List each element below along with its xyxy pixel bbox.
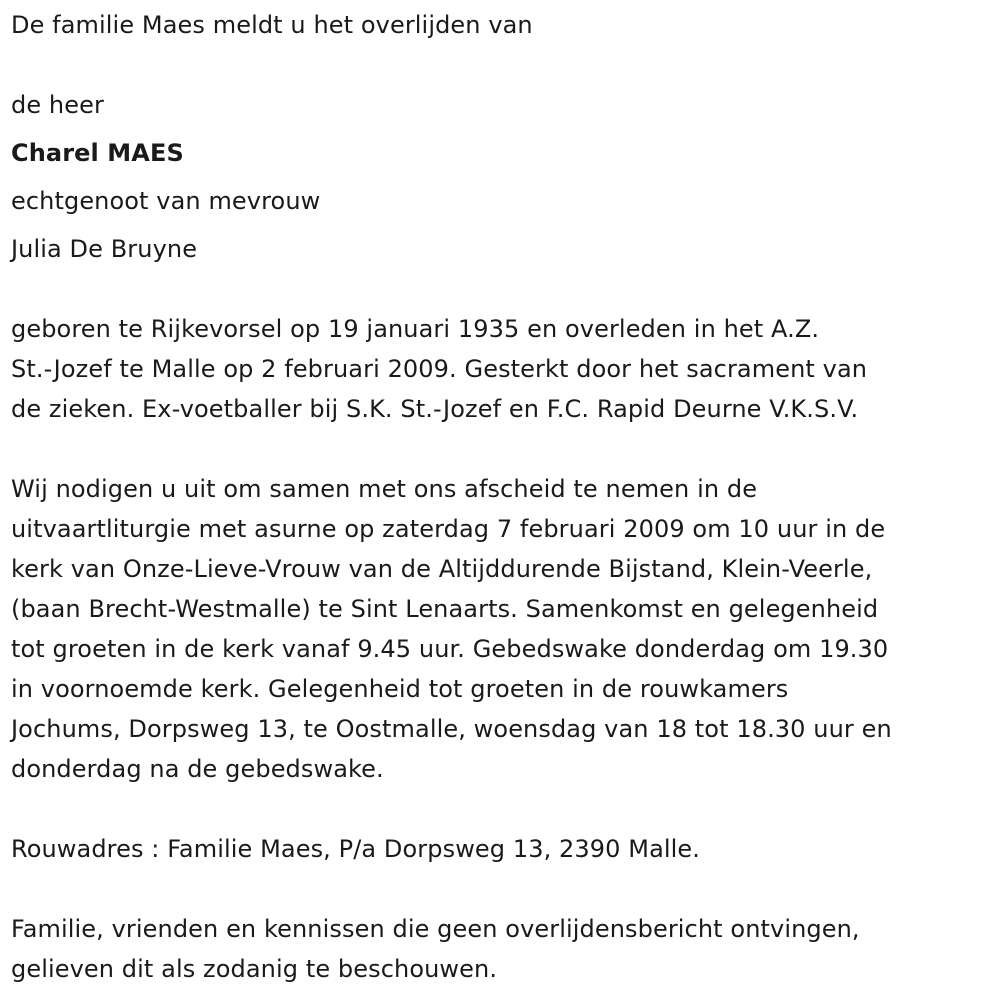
funeral-line: tot groeten in de kerk vanaf 9.45 uur. Gebedswake donderdag om 19.30 — [11, 635, 889, 663]
funeral-line: donderdag na de gebedswake. — [11, 755, 384, 783]
closing-line: gelieven dit als zodanig te beschouwen. — [11, 955, 498, 983]
funeral-line: in voornoemde kerk. Gelegenheid tot groeten in de rouwkamers — [11, 675, 789, 703]
intro-text: De familie Maes meldt u het overlijden van — [11, 11, 533, 39]
biography-line: St.-Jozef te Malle op 2 februari 2009. Gesterkt door het sacrament van — [11, 355, 868, 383]
mourning-address: Rouwadres : Familie Maes, P/a Dorpsweg 13, 2390 Malle. — [11, 835, 701, 863]
funeral-line: Wij nodigen u uit om samen met ons afscheid te nemen in de — [11, 475, 758, 503]
spouse-label: echtgenoot van mevrouw — [11, 187, 321, 215]
funeral-line: Jochums, Dorpsweg 13, te Oostmalle, woensdag van 18 tot 18.30 uur en — [11, 715, 892, 743]
title-prefix: de heer — [11, 91, 104, 119]
funeral-line: kerk van Onze-Lieve-Vrouw van de Altijddurende Bijstand, Klein-Veerle, — [11, 555, 873, 583]
closing-line: Familie, vrienden en kennissen die geen overlijdensbericht ontvingen, — [11, 915, 860, 943]
biography-line: de zieken. Ex-voetballer bij S.K. St.-Jozef en F.C. Rapid Deurne V.K.S.V. — [11, 395, 859, 423]
funeral-line: (baan Brecht-Westmalle) te Sint Lenaarts. Samenkomst en gelegenheid — [11, 595, 879, 623]
funeral-line: uitvaartliturgie met asurne op zaterdag 7 februari 2009 om 10 uur in de — [11, 515, 886, 543]
biography-line: geboren te Rijkevorsel op 19 januari 1935 en overleden in het A.Z. — [11, 315, 820, 343]
spouse-name: Julia De Bruyne — [11, 235, 198, 263]
deceased-name: Charel MAES — [11, 139, 184, 167]
